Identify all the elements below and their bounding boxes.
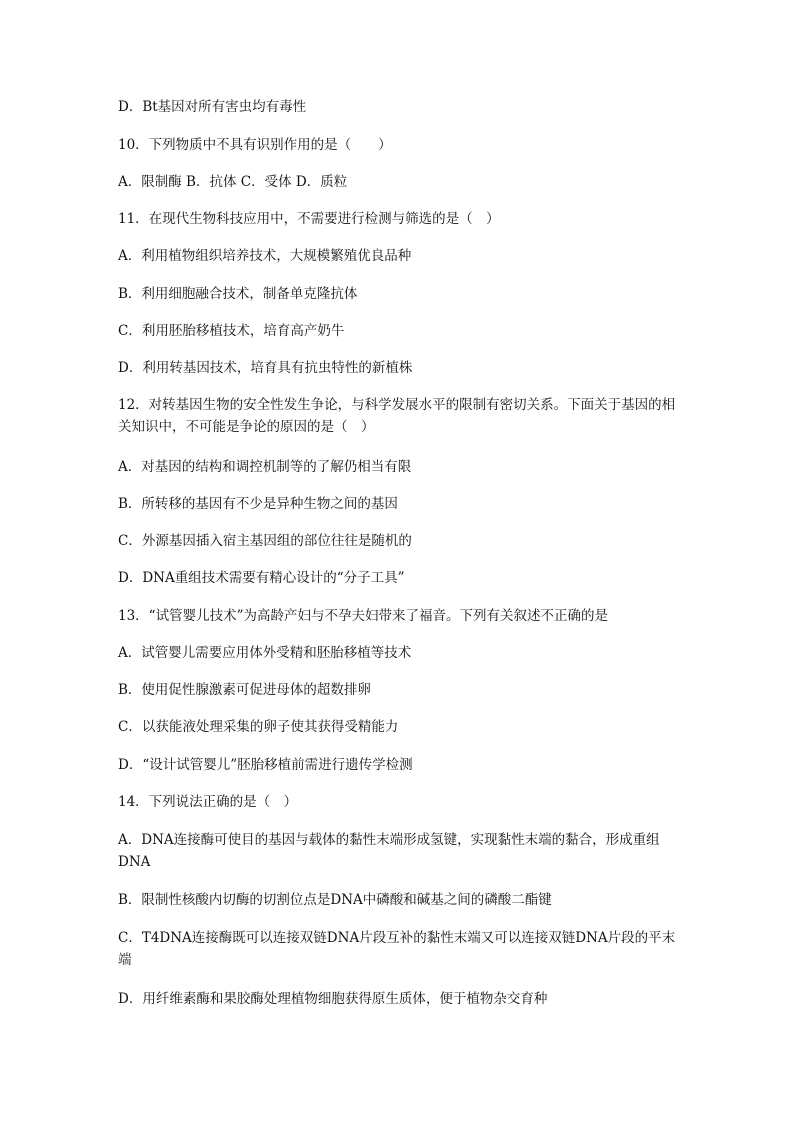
option-12c: C．外源基因插入宿主基因组的部位往往是随机的 <box>118 533 412 549</box>
option-13d: D．“设计试管婴儿”胚胎移植前需进行遗传学检测 <box>118 757 413 773</box>
option-13b: B．使用促性腺激素可促进母体的超数排卵 <box>118 682 371 698</box>
option-12d: D．DNA重组技术需要有精心设计的“分子工具” <box>118 570 405 586</box>
question-12: 12．对转基因生物的安全性发生争论，与科学发展水平的限制有密切关系。下面关于基因的相关知识中，不可能是争论的原因的是（ ） <box>118 397 676 435</box>
question-11: 11．在现代生物科技应用中，不需要进行检测与筛选的是（ ） <box>118 211 500 227</box>
option-12b: B．所转移的基因有不少是异种生物之间的基因 <box>118 496 398 512</box>
option-14d: D．用纤维素酶和果胶酶处理植物细胞获得原生质体，便于植物杂交育种 <box>118 991 548 1007</box>
question-13: 13．“试管婴儿技术”为高龄产妇与不孕夫妇带来了福音。下列有关叙述不正确的是 <box>118 608 608 624</box>
option-14a: A．DNA连接酶可使目的基因与载体的黏性末端形成氢键，实现黏性末端的黏合，形成重组DNA <box>118 832 660 870</box>
option-11d: D．利用转基因技术，培育具有抗虫特性的新植株 <box>118 360 413 376</box>
option-11a: A．利用植物组织培养技术，大规模繁殖优良品种 <box>118 248 412 264</box>
option-11b: B．利用细胞融合技术，制备单克隆抗体 <box>118 286 358 302</box>
option-14c: C．T4DNA连接酶既可以连接双链DNA片段互补的黏性末端又可以连接双链DNA片段的平末端 <box>118 930 676 968</box>
option-13a: A．试管婴儿需要应用体外受精和胚胎移植等技术 <box>118 645 412 661</box>
options-10: A．限制酶 B．抗体 C．受体 D．质粒 <box>118 174 348 190</box>
question-14: 14．下列说法正确的是（ ） <box>118 794 298 810</box>
option-13c: C．以获能液处理采集的卵子使其获得受精能力 <box>118 719 399 735</box>
option-9d: D．Bt基因对所有害虫均有毒性 <box>118 99 307 115</box>
question-10: 10．下列物质中不具有识别作用的是（ ） <box>118 137 392 153</box>
option-14b: B．限制性核酸内切酶的切割位点是DNA中磷酸和碱基之间的磷酸二酯键 <box>118 892 552 908</box>
option-12a: A．对基因的结构和调控机制等的了解仍相当有限 <box>118 459 412 475</box>
option-11c: C．利用胚胎移植技术，培育高产奶牛 <box>118 323 345 339</box>
